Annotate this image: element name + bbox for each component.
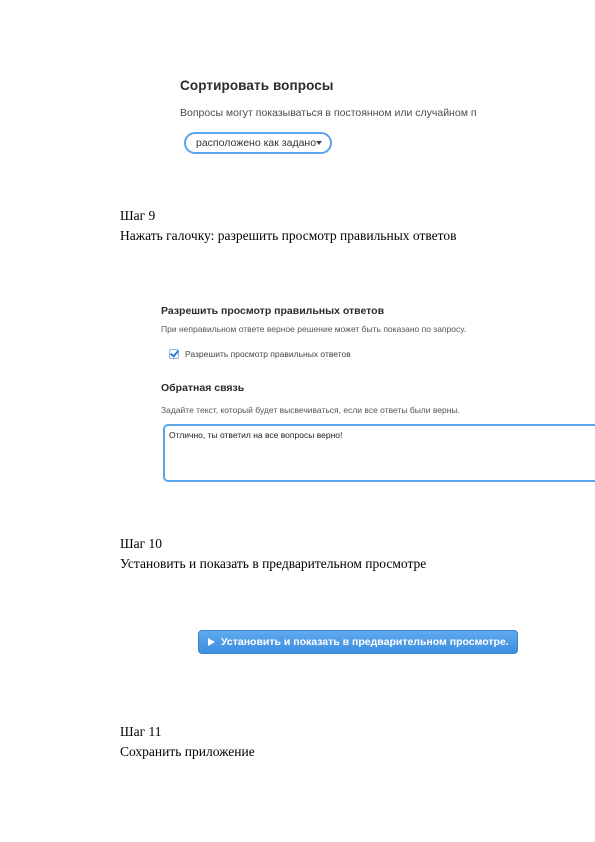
allow-answers-checkbox[interactable] [169, 349, 179, 359]
step-10 [120, 534, 426, 574]
feedback-description: Задайте текст, который будет высвечиваться, если все ответы были верны. [161, 405, 460, 415]
sort-order-select[interactable] [184, 132, 332, 154]
sort-questions-panel [170, 70, 500, 165]
sort-questions-description: Вопросы могут показываться в постоянном или случайном п [180, 107, 477, 119]
step-9-instruction: Нажать галочку: разрешить просмотр правильных ответов [120, 228, 457, 243]
step-10-instruction: Установить и показать в предварительном просмотре [120, 556, 427, 571]
correct-answers-panel [155, 298, 595, 490]
feedback-textarea[interactable]: Отлично, ты ответил на все вопросы верно! [163, 424, 595, 482]
allow-answers-checkbox-label[interactable]: Разрешить просмотр правильных ответов [185, 349, 351, 359]
step-11 [120, 722, 255, 762]
sort-questions-title: Сортировать вопросы [180, 78, 334, 93]
step-11-instruction: Сохранить приложение [120, 744, 255, 759]
sort-order-value: расположено как задано [196, 137, 317, 149]
step-11-heading: Шаг 11 [120, 724, 162, 739]
allow-answers-title: Разрешить просмотр правильных ответов [161, 305, 385, 317]
install-preview-button[interactable] [198, 630, 518, 654]
install-preview-label: Установить и показать в предварительном просмотре. [221, 636, 509, 648]
chevron-down-icon [316, 141, 322, 145]
step-9 [120, 206, 457, 246]
step-9-heading: Шаг 9 [120, 208, 156, 223]
step-10-heading: Шаг 10 [120, 536, 163, 551]
allow-answers-description: При неправильном ответе верное решение может быть показано по запросу. [161, 324, 466, 334]
play-icon [208, 638, 215, 646]
feedback-title: Обратная связь [161, 382, 245, 394]
